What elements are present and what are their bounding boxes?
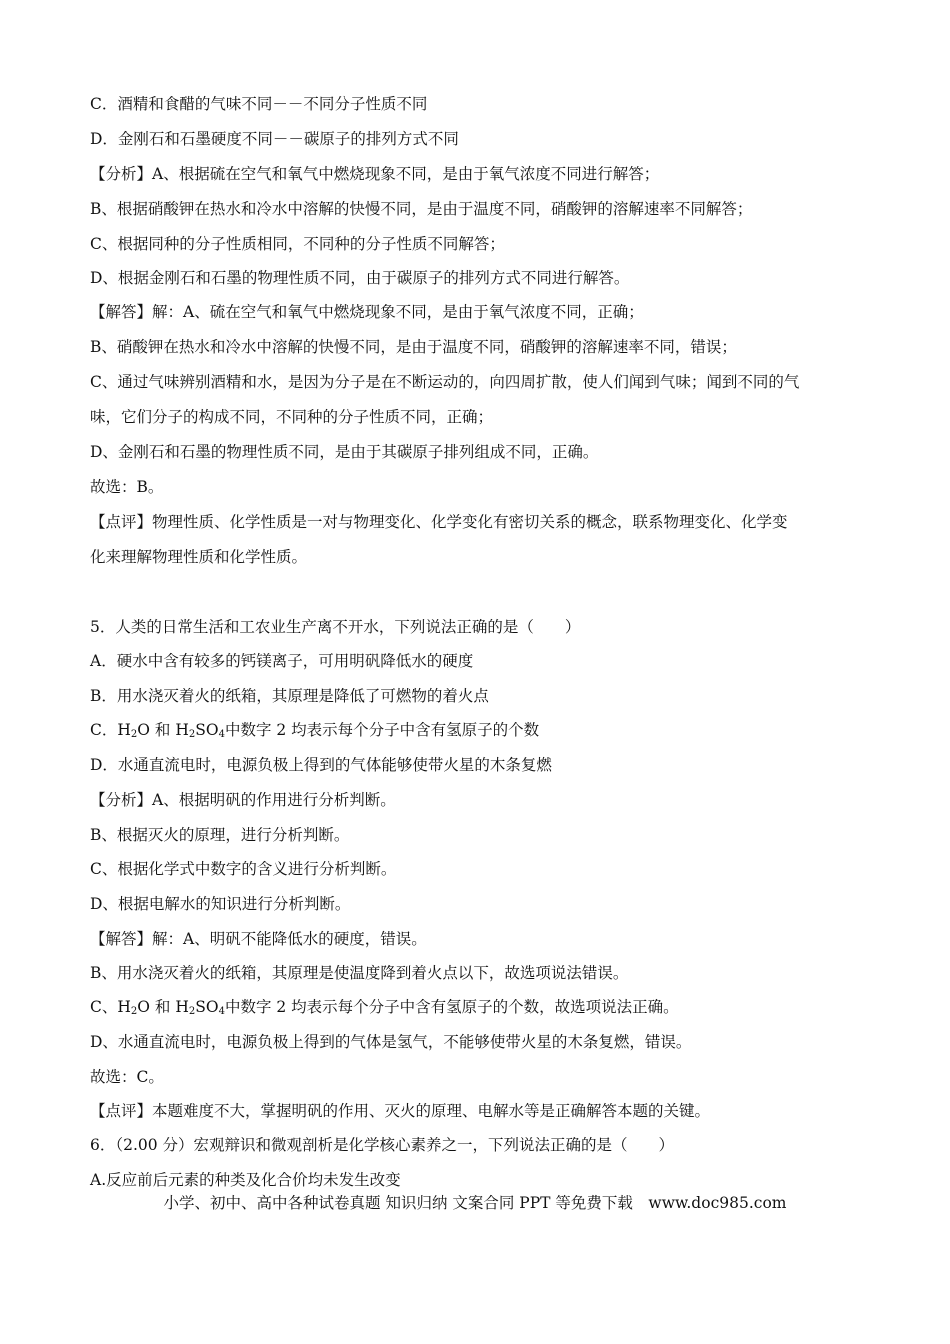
q5-option-c-mid-1: O 和 H <box>137 721 189 739</box>
q4-choice: 故选：B。 <box>90 478 164 496</box>
q5-option-d: D．水通直流电时，电源负极上得到的气体能够使带火星的木条复燃 <box>90 756 552 774</box>
q4-answer-line-4: 味，它们分子的构成不同，不同种的分子性质不同，正确； <box>90 408 494 426</box>
q5-stem: 5．人类的日常生活和工农业生产离不开水，下列说法正确的是（ ） <box>90 618 581 636</box>
page-footer: 小学、初中、高中各种试卷真题 知识归纳 文案合同 PPT 等免费下载 www.doc985.com <box>163 1194 787 1212</box>
q4-option-d: D．金刚石和石墨硬度不同－－碳原子的排列方式不同 <box>90 130 459 148</box>
q4-comment-line-1: 【点评】物理性质、化学性质是一对与物理变化、化学变化有密切关系的概念，联系物理变化、化学变 <box>90 513 788 531</box>
q5-answer-c-sub-2: 2 <box>188 1006 196 1017</box>
q5-analysis-line-2: B、根据灭火的原理，进行分析判断。 <box>90 826 350 844</box>
q5-answer-d: D、水通直流电时，电源负极上得到的气体是氢气，不能够使带火星的木条复燃，错误。 <box>90 1033 692 1051</box>
q4-option-c: C．酒精和食醋的气味不同－－不同分子性质不同 <box>90 95 428 113</box>
q5-answer-b: B、用水浇灭着火的纸箱，其原理是使温度降到着火点以下，故选项说法错误。 <box>90 964 629 982</box>
q6-stem: 6．（2.00 分）宏观辩识和微观剖析是化学核心素养之一，下列说法正确的是（ ） <box>90 1136 675 1154</box>
q5-answer-c-mid-2: SO <box>195 998 219 1016</box>
q5-option-c-suffix: 中数字 2 均表示每个分子中含有氢原子的个数 <box>224 721 540 739</box>
q5-option-c-sub-1: 2 <box>130 729 138 740</box>
q5-answer-c-mid-1: O 和 H <box>137 998 189 1016</box>
q5-answer-c-sub-3: 4 <box>218 1006 225 1017</box>
q5-option-c-sub-2: 2 <box>188 729 196 740</box>
q5-comment: 【点评】本题难度不大，掌握明矾的作用、灭火的原理、电解水等是正确解答本题的关键。 <box>90 1102 711 1120</box>
q5-option-c-prefix: C．H <box>90 721 131 739</box>
q4-analysis-line-4: D、根据金刚石和石墨的物理性质不同，由于碳原子的排列方式不同进行解答。 <box>90 269 630 287</box>
q5-answer-a: 【解答】解：A、明矾不能降低水的硬度，错误。 <box>90 930 427 948</box>
q5-option-c <box>90 720 539 740</box>
q4-answer-line-1: 【解答】解：A、硫在空气和氧气中燃烧现象不同，是由于氧气浓度不同，正确； <box>90 303 644 321</box>
q5-option-b: B．用水浇灭着火的纸箱，其原理是降低了可燃物的着火点 <box>90 687 489 705</box>
q4-comment-line-2: 化来理解物理性质和化学性质。 <box>90 548 308 566</box>
q4-analysis-line-1: 【分析】A、根据硫在空气和氧气中燃烧现象不同，是由于氧气浓度不同进行解答； <box>90 165 660 183</box>
q6-option-a: A.反应前后元素的种类及化合价均未发生改变 <box>90 1171 401 1189</box>
q5-analysis-line-3: C、根据化学式中数字的含义进行分析判断。 <box>90 860 397 878</box>
q5-answer-c <box>90 997 679 1017</box>
q4-answer-line-3: C、通过气味辨别酒精和水，是因为分子是在不断运动的，向四周扩散，使人们闻到气味；闻到不同的气 <box>90 373 800 391</box>
q5-choice: 故选：C。 <box>90 1068 164 1086</box>
q5-option-c-sub-3: 4 <box>218 729 225 740</box>
q4-answer-line-2: B、硝酸钾在热水和冷水中溶解的快慢不同，是由于温度不同，硝酸钾的溶解速率不同，错误； <box>90 338 737 356</box>
q5-answer-c-suffix: 中数字 2 均表示每个分子中含有氢原子的个数，故选项说法正确。 <box>224 998 679 1016</box>
q5-option-a: A．硬水中含有较多的钙镁离子，可用明矾降低水的硬度 <box>90 652 474 670</box>
q5-answer-c-sub-1: 2 <box>130 1006 138 1017</box>
q4-analysis-line-3: C、根据同种的分子性质相同，不同种的分子性质不同解答； <box>90 235 505 253</box>
q5-option-c-mid-2: SO <box>195 721 219 739</box>
q5-answer-c-prefix: C、H <box>90 998 131 1016</box>
q5-analysis-line-1: 【分析】A、根据明矾的作用进行分析判断。 <box>90 791 396 809</box>
q4-analysis-line-2: B、根据硝酸钾在热水和冷水中溶解的快慢不同，是由于温度不同，硝酸钾的溶解速率不同解答； <box>90 200 753 218</box>
q5-analysis-line-4: D、根据电解水的知识进行分析判断。 <box>90 895 351 913</box>
q4-answer-line-5: D、金刚石和石墨的物理性质不同，是由于其碳原子排列组成不同，正确。 <box>90 443 599 461</box>
